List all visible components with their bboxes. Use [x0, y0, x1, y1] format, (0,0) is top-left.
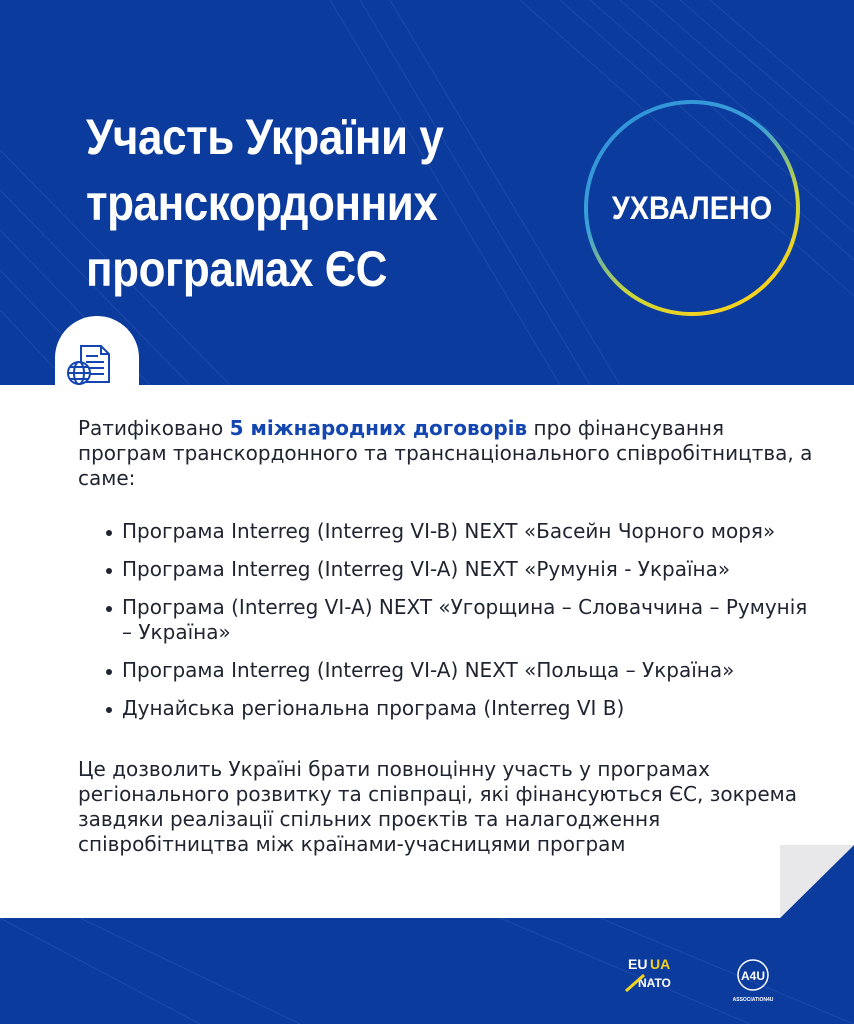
document-globe-icon — [65, 342, 129, 390]
svg-text:UA: UA — [650, 956, 671, 972]
page-title: Участь України у транскордонних програмах ЄС — [86, 109, 444, 297]
intro-after: про фінансування програм транскордонного та транснаціонального співробітництва, а саме: — [78, 416, 813, 490]
list-item: Програма Interreg (Interreg VI-A) NEXT «Румунія - Україна» — [78, 557, 818, 582]
document-icon-tab — [55, 316, 139, 396]
list-item: Дунайська регіональна програма (Interreg VI B) — [78, 696, 818, 721]
svg-text:ASSOCIATION4U: ASSOCIATION4U — [732, 997, 774, 1003]
bullet-icon — [106, 669, 112, 675]
program-list — [78, 519, 818, 721]
association4u-logo — [728, 955, 778, 1005]
main-content — [78, 416, 818, 857]
approved-badge-label: УХВАЛЕНО — [611, 190, 773, 226]
eu-ua-nato-logo — [624, 955, 680, 999]
bullet-icon — [106, 707, 112, 713]
list-item: Програма Interreg (Interreg VI-B) NEXT «Басейн Чорного моря» — [78, 519, 818, 544]
list-item: Програма Interreg (Interreg VI-A) NEXT «Польща – Україна» — [78, 658, 818, 683]
bullet-icon — [106, 568, 112, 574]
svg-text:NATO: NATO — [638, 976, 671, 990]
outro-paragraph: Це дозволить Україні брати повноцінну участь у програмах регіонального розвитку та співпраці, які фінансуються ЄС, зокрема завдяки реалізації спільних проєктів та налагодження співробітництва між країнами-учасницями програм — [78, 757, 798, 856]
intro-paragraph — [78, 416, 818, 491]
intro-before: Ратифіковано — [78, 416, 230, 440]
svg-text:EU: EU — [628, 956, 648, 972]
bullet-icon — [106, 530, 112, 536]
svg-text:A4U: A4U — [740, 969, 766, 983]
list-item: Програма (Interreg VI-A) NEXT «Угорщина – Словаччина – Румунія – Україна» — [78, 595, 818, 645]
bullet-icon — [106, 606, 112, 612]
intro-highlight: 5 міжнародних договорів — [229, 416, 528, 440]
